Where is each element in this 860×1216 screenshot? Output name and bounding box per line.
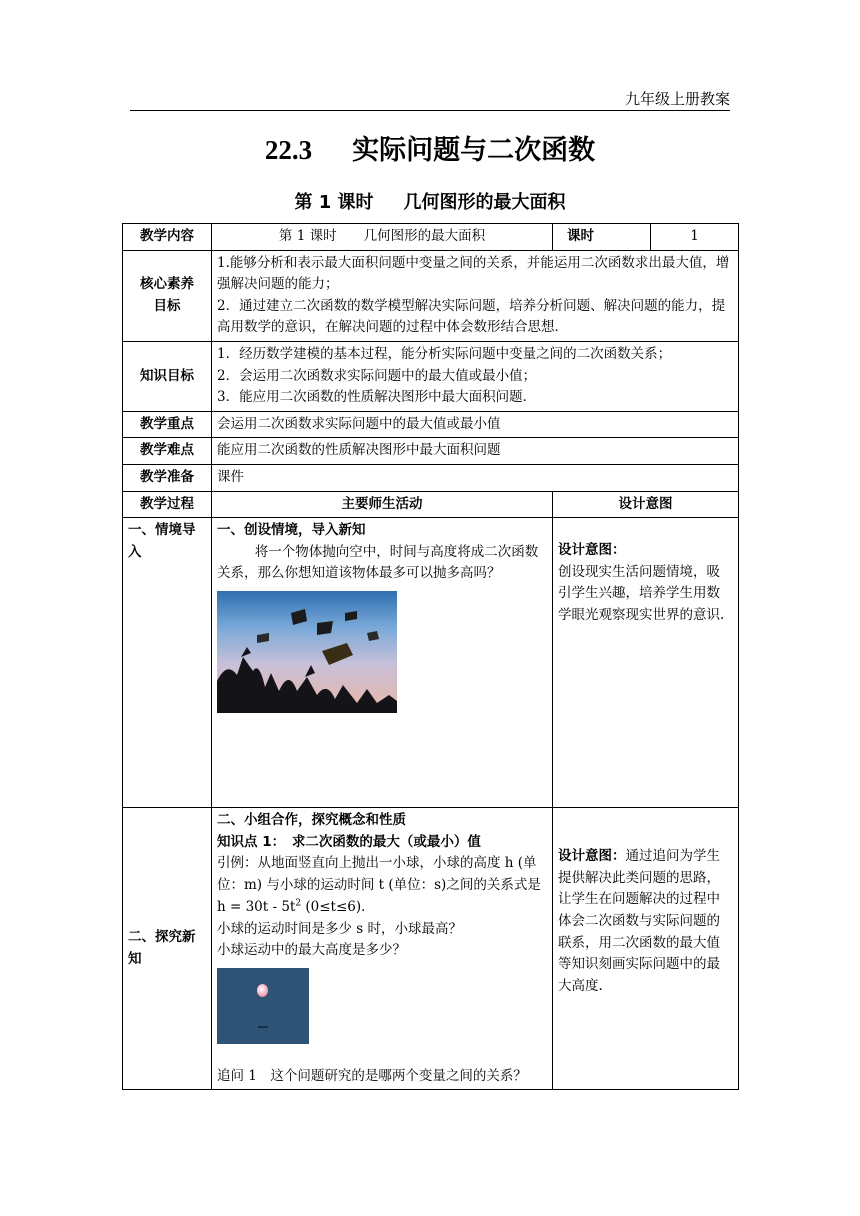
preparation-label: 教学准备 [123, 464, 212, 491]
header-rule [130, 110, 730, 111]
preparation-value: 课件 [212, 464, 739, 491]
stage-1-intent [553, 518, 739, 808]
period-label: 课时 [553, 224, 651, 251]
title-number: 22.3 [264, 135, 313, 165]
core-goals-label-line2: 目标 [153, 297, 181, 314]
content-label: 教学内容 [123, 224, 212, 251]
core-goal-item: 1.能够分析和表示最大面积问题中变量之间的关系，并能运用二次函数求出最大值，增强解决问题的能力； [217, 254, 730, 293]
question-1: 小球的运动时间是多少 s 时，小球最高？ [217, 920, 463, 937]
knowledge-goal-item: 3．能应用二次函数的性质解决图形中最大面积问题． [217, 389, 537, 406]
table-row-stage-2 [123, 808, 739, 1090]
stage-2-activities [212, 808, 553, 1090]
document-header-label: 九年级上册教案 [624, 90, 730, 108]
knowledge-goals-value [212, 341, 739, 411]
core-goals-label-line1: 核心素养 [140, 276, 194, 293]
subtitle-topic: 几何图形的最大面积 [403, 192, 566, 213]
ball-animation-thumbnail[interactable] [217, 968, 309, 1044]
knowledge-goal-item: 2．会运用二次函数求实际问题中的最大值或最小值； [217, 367, 537, 384]
ball-icon [257, 984, 268, 997]
table-row-preparation [123, 464, 739, 491]
example-formula [217, 899, 375, 915]
stage-1-heading: 一、创设情境，导入新知 [217, 522, 366, 539]
stage-2-intent-label: 设计意图： [558, 848, 626, 865]
subtitle-lesson: 第 1 课时 [294, 192, 374, 213]
table-row-core-goals [123, 250, 739, 341]
core-goal-item: 2．通过建立二次函数的数学模型解决实际问题，培养分析问题、解决问题的能力，提高用数学的意识，在解决问题的过程中体会数形结合思想． [217, 297, 726, 336]
table-row-knowledge-goals [123, 341, 739, 411]
stage-1-intent-text: 创设现实生活问题情境，吸引学生兴趣，培养学生用数学眼光观察现实世界的意识. [558, 563, 725, 623]
page-title [0, 128, 860, 167]
page-subtitle [0, 188, 860, 214]
table-row-focus [123, 411, 739, 438]
difficulty-label: 教学难点 [123, 438, 212, 465]
focus-value: 会运用二次函数求实际问题中的最大值或最小值 [212, 411, 739, 438]
core-goals-value [212, 250, 739, 341]
table-row-difficulty [123, 438, 739, 465]
process-label: 教学过程 [123, 491, 212, 518]
lesson-plan-table [122, 223, 739, 1090]
graduation-photo-illustration [217, 591, 397, 713]
stage-2-intent [553, 808, 739, 1090]
knowledge-goals-label: 知识目标 [123, 341, 212, 411]
stage-1-text: 将一个物体抛向空中，时间与高度将成二次函数关系，那么你想知道该物体最多可以抛多高吗？ [217, 543, 539, 582]
graduation-caps-photo [217, 591, 397, 713]
ground-bar [258, 1026, 268, 1028]
core-goals-label [123, 250, 212, 341]
activities-header: 主要师生活动 [212, 491, 553, 518]
question-2: 小球运动中的最大高度是多少？ [217, 942, 406, 959]
table-row-content [123, 224, 739, 251]
stage-1-label: 一、情境导入 [123, 518, 212, 808]
period-value: 1 [651, 224, 739, 251]
stage-2-label: 二、探究新知 [123, 808, 212, 1090]
title-text: 实际问题与二次函数 [352, 135, 596, 166]
stage-2-intent-block [558, 846, 733, 997]
formula-main: h = 30t - 5t [217, 899, 296, 915]
knowledge-goal-item: 1．经历数学建模的基本过程，能分析实际问题中变量之间的二次函数关系； [217, 345, 672, 362]
table-row-process-header [123, 491, 739, 518]
formula-exponent: 2 [295, 898, 302, 909]
focus-label: 教学重点 [123, 411, 212, 438]
stage-1-intent-label: 设计意图： [558, 542, 626, 559]
followup-question-1: 追问 1 这个问题研究的是哪两个变量之间的关系？ [217, 1067, 527, 1084]
example-intro: 引例：从地面竖直向上抛出一小球，小球的高度 h (单位：m) 与小球的运动时间 t (单位：s)之间的关系式是 [217, 855, 541, 893]
content-value: 第 1 课时 几何图形的最大面积 [212, 224, 553, 251]
stage-1-activities [212, 518, 553, 808]
difficulty-value: 能应用二次函数的性质解决图形中最大面积问题 [212, 438, 739, 465]
knowledge-point-1: 知识点 1： 求二次函数的最大（或最小）值 [217, 833, 481, 850]
formula-domain: (0≤t≤6)． [301, 899, 375, 915]
stage-2-heading: 二、小组合作，探究概念和性质 [217, 812, 406, 829]
table-row-stage-1 [123, 518, 739, 808]
stage-2-intent-text: 通过追问为学生提供解决此类问题的思路，让学生在问题解决的过程中体会二次函数与实际问题的联系，用二次函数的最大值等知识刻画实际问题中的最大高度. [558, 848, 721, 994]
intent-header: 设计意图 [553, 491, 739, 518]
example-problem [217, 853, 547, 918]
